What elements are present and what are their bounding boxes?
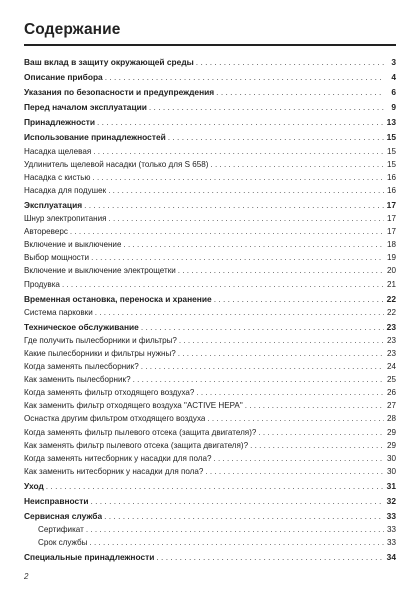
toc-entry-page: 15 — [386, 146, 396, 156]
toc-entry-page: 15 — [386, 132, 396, 143]
toc-entry-page: 15 — [386, 159, 396, 169]
toc-dot-leader — [109, 212, 384, 225]
toc-entry-label: Когда заменять нитесборник у насадки для пола? — [24, 453, 212, 463]
toc-dot-leader — [91, 251, 384, 264]
toc-entry[interactable] — [24, 523, 396, 536]
toc-entry-page: 33 — [386, 511, 396, 522]
toc-entry-page: 9 — [391, 102, 396, 113]
toc-dot-leader — [90, 495, 384, 508]
toc-entry-page: 6 — [391, 87, 396, 98]
toc-dot-leader — [250, 439, 384, 452]
toc-entry-label: Оснастка другим фильтром отходящего воздуха — [24, 414, 206, 424]
toc-dot-leader — [70, 225, 384, 238]
toc-dot-leader — [95, 306, 384, 319]
toc-dot-leader — [90, 536, 384, 549]
toc-dot-leader — [46, 480, 384, 493]
toc-entry[interactable] — [24, 347, 396, 360]
toc-dot-leader — [258, 426, 384, 439]
toc-entry-page: 3 — [391, 57, 396, 67]
page-title: Содержание — [24, 21, 121, 38]
toc-entry-label: Когда заменять фильтр отходящего воздуха? — [24, 388, 195, 398]
toc-entry-label: Какие пылесборники и фильтры нужны? — [24, 348, 176, 358]
toc-dot-leader — [196, 56, 384, 69]
toc-entry-label: Как заменять фильтр пылевого отсека (защита двигателя)? — [24, 440, 249, 450]
toc-entry-label: Сертификат — [38, 525, 84, 535]
page-number: 2 — [24, 572, 29, 581]
toc-entry-label: Когда заменять пылесборник? — [24, 362, 139, 372]
toc-heading-entry[interactable] — [24, 551, 396, 564]
toc-entry-label: Сервисная служба — [24, 511, 103, 522]
toc-entry-label: Продувка — [24, 279, 60, 289]
toc-dot-leader — [179, 334, 384, 347]
toc-entry-page: 29 — [386, 440, 396, 450]
toc-entry-label: Насадка для подушек — [24, 185, 107, 195]
toc-dot-leader — [105, 71, 384, 84]
toc-dot-leader — [214, 452, 384, 465]
toc-entry-label: Удлинитель щелевой насадки (только для S 658) — [24, 159, 209, 169]
toc-dot-leader — [196, 386, 384, 399]
toc-entry-page: 22 — [386, 293, 396, 304]
toc-dot-leader — [86, 523, 384, 536]
toc-dot-leader — [133, 373, 384, 386]
toc-entry-page: 17 — [386, 227, 396, 237]
toc-entry[interactable] — [24, 386, 396, 399]
toc-entry-page: 31 — [386, 480, 396, 491]
toc-entry[interactable] — [24, 264, 396, 277]
toc-entry-page: 33 — [386, 525, 396, 535]
toc-entry-page: 27 — [386, 401, 396, 411]
toc-dot-leader — [245, 399, 384, 412]
toc-entry[interactable] — [24, 439, 396, 452]
toc-entry-label: Насадка с кистью — [24, 172, 91, 182]
toc-entry[interactable] — [24, 278, 396, 291]
toc-entry-label: Описание прибора — [24, 72, 103, 83]
toc-entry[interactable] — [24, 184, 396, 197]
toc-dot-leader — [141, 321, 384, 334]
toc-entry-page: 16 — [386, 172, 396, 182]
toc-entry-page: 20 — [386, 266, 396, 276]
toc-dot-leader — [149, 101, 384, 114]
toc-heading-entry[interactable] — [24, 131, 396, 144]
toc-entry-page: 24 — [386, 362, 396, 372]
toc-entry-label: Как заменить нитесборник у насадки для пола? — [24, 466, 204, 476]
toc-entry[interactable] — [24, 452, 396, 465]
toc-dot-leader — [97, 116, 384, 129]
toc-entry-label: Ваш вклад в защиту окружающей среды — [24, 57, 194, 67]
toc-entry-label: Система парковки — [24, 307, 93, 317]
toc-heading-entry[interactable] — [24, 321, 396, 334]
toc-entry[interactable] — [24, 399, 396, 412]
toc-heading-entry[interactable] — [24, 480, 396, 493]
toc-entry-page: 29 — [386, 427, 396, 437]
toc-entry[interactable] — [24, 465, 396, 478]
toc-dot-leader — [210, 158, 384, 171]
toc-dot-leader — [84, 199, 384, 212]
toc-dot-leader — [156, 551, 384, 564]
toc-dot-leader — [123, 238, 384, 251]
toc-heading-entry[interactable] — [24, 199, 396, 212]
toc-entry-label: Срок службы — [38, 538, 88, 548]
toc-entry-label: Принадлежности — [24, 117, 95, 128]
toc-entry-page: 28 — [386, 414, 396, 424]
toc-entry[interactable] — [24, 145, 396, 158]
toc-entry-page: 25 — [386, 375, 396, 385]
toc-entry-label: Уход — [24, 480, 44, 491]
toc-entry-label: Временная остановка, переноска и хранение — [24, 293, 212, 304]
toc-entry[interactable] — [24, 536, 396, 549]
toc-entry[interactable] — [24, 373, 396, 386]
toc-dot-leader — [214, 293, 384, 306]
toc-heading-entry[interactable] — [24, 86, 396, 99]
toc-entry-label: Неисправности — [24, 496, 89, 506]
toc-dot-leader — [168, 131, 384, 144]
toc-heading-entry[interactable] — [24, 293, 396, 306]
toc-entry-label: Специальные принадлежности — [24, 552, 155, 563]
toc-entry-page: 17 — [386, 214, 396, 224]
toc-entry-page: 4 — [391, 72, 396, 83]
toc-entry-page: 30 — [386, 466, 396, 476]
toc-dot-leader — [93, 145, 384, 158]
toc-entry[interactable] — [24, 306, 396, 319]
toc-entry-label: Техническое обслуживание — [24, 321, 139, 332]
toc-entry-label: Насадка щелевая — [24, 146, 92, 156]
toc-entry-page: 33 — [386, 538, 396, 548]
toc-entry-label: Перед началом эксплуатации — [24, 102, 147, 113]
toc-entry-label: Указания по безопасности и предупреждения — [24, 87, 215, 98]
toc-dot-leader — [207, 412, 384, 425]
toc-dot-leader — [104, 510, 384, 523]
toc-entry-page: 17 — [386, 199, 396, 210]
toc-entry-label: Как заменить пылесборник? — [24, 375, 131, 385]
table-of-contents — [24, 56, 396, 564]
toc-entry[interactable] — [24, 171, 396, 184]
toc-heading-entry[interactable] — [24, 495, 396, 508]
toc-dot-leader — [62, 278, 384, 291]
toc-entry-page: 18 — [386, 240, 396, 250]
toc-entry-page: 30 — [386, 453, 396, 463]
toc-entry-label: Автореверс — [24, 227, 68, 237]
toc-entry-label: Когда заменять фильтр пылевого отсека (защита двигателя)? — [24, 427, 257, 437]
toc-entry-label: Включение и выключение электрощетки — [24, 266, 176, 276]
toc-entry-label: Эксплуатация — [24, 199, 83, 210]
toc-entry-page: 22 — [386, 307, 396, 317]
toc-entry-label: Шнур электропитания — [24, 214, 107, 224]
toc-heading-entry[interactable] — [24, 116, 396, 129]
toc-entry[interactable] — [24, 212, 396, 225]
toc-heading-entry[interactable] — [24, 56, 396, 69]
toc-entry-label: Где получить пылесборники и фильтры? — [24, 335, 177, 345]
toc-entry-label: Как заменить фильтр отходящего воздуха "ACTIVE HEPA" — [24, 401, 243, 411]
toc-entry-page: 26 — [386, 388, 396, 398]
toc-dot-leader — [178, 264, 384, 277]
toc-entry-label: Выбор мощности — [24, 253, 90, 263]
toc-entry-page: 23 — [386, 348, 396, 358]
toc-entry-page: 21 — [386, 279, 396, 289]
toc-dot-leader — [178, 347, 384, 360]
toc-entry-page: 16 — [386, 185, 396, 195]
toc-entry[interactable] — [24, 158, 396, 171]
toc-entry[interactable] — [24, 360, 396, 373]
toc-entry-page: 23 — [386, 321, 396, 332]
toc-entry-page: 19 — [386, 253, 396, 263]
toc-entry[interactable] — [24, 334, 396, 347]
title-rule — [24, 44, 396, 46]
toc-entry[interactable] — [24, 412, 396, 425]
toc-entry-label: Использование принадлежностей — [24, 132, 166, 143]
toc-entry[interactable] — [24, 426, 396, 439]
toc-dot-leader — [108, 184, 384, 197]
toc-heading-entry[interactable] — [24, 71, 396, 84]
toc-heading-entry[interactable] — [24, 510, 396, 523]
toc-entry-page: 13 — [386, 117, 396, 128]
toc-dot-leader — [141, 360, 384, 373]
toc-entry[interactable] — [24, 251, 396, 264]
toc-entry-page: 34 — [386, 552, 396, 563]
toc-heading-entry[interactable] — [24, 101, 396, 114]
toc-entry-page: 23 — [386, 335, 396, 345]
toc-dot-leader — [216, 86, 384, 99]
toc-entry[interactable] — [24, 238, 396, 251]
toc-entry-label: Включение и выключение — [24, 240, 122, 250]
toc-entry-page: 32 — [386, 496, 396, 506]
toc-entry[interactable] — [24, 225, 396, 238]
toc-dot-leader — [205, 465, 384, 478]
toc-dot-leader — [93, 171, 385, 184]
